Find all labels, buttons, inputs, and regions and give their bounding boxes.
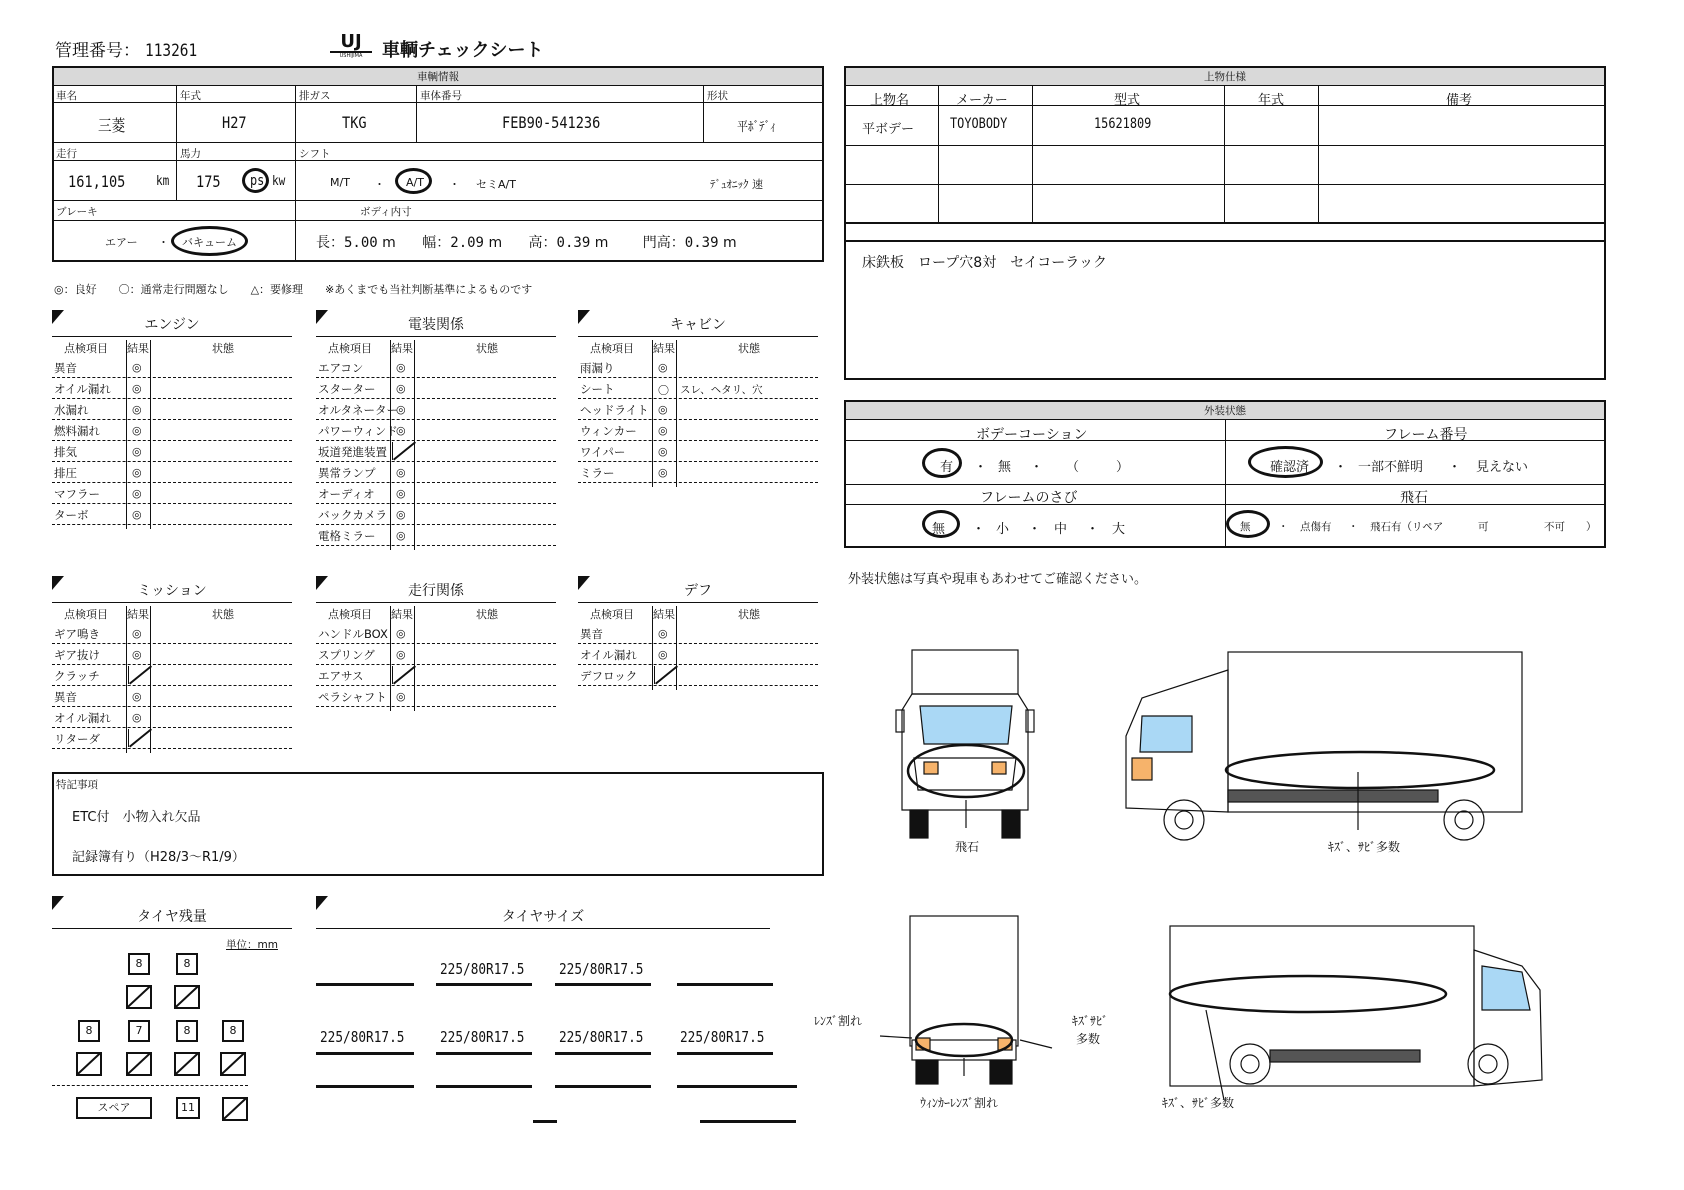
electric-result: ◎ bbox=[396, 508, 406, 521]
tire-remain-title: タイヤ残量 bbox=[137, 909, 207, 925]
diff-item: デフロック bbox=[580, 669, 638, 683]
tire-front-left: 8 bbox=[128, 953, 150, 975]
engine-item: ターボ bbox=[54, 508, 89, 522]
mission-result-na bbox=[128, 729, 150, 747]
cabin-title: キャビン bbox=[670, 317, 726, 333]
mission-item: ギア鳴き bbox=[54, 627, 100, 641]
label-stone-chip: 飛石 bbox=[1400, 490, 1428, 506]
tire-rear-1: 8 bbox=[78, 1020, 100, 1042]
diff-title: デフ bbox=[684, 583, 712, 599]
label-rear-damage-1: ｷｽﾞｻﾋﾞ bbox=[1072, 1014, 1109, 1028]
mission-item: クラッチ bbox=[54, 669, 100, 683]
electric-item: パワーウィンド bbox=[318, 424, 398, 438]
electric-item: 異常ランプ bbox=[318, 466, 376, 480]
driving-title: 走行関係 bbox=[408, 583, 464, 599]
electric-item: スターター bbox=[318, 382, 376, 396]
notes-line-1: ETC付 小物入れ欠品 bbox=[72, 810, 201, 825]
upper-note: 床鉄板 ロープ穴8対 セイコーラック bbox=[862, 255, 1107, 271]
mission-result: ◎ bbox=[132, 627, 142, 640]
engine-result: ◎ bbox=[132, 424, 142, 437]
upper-maker: TOYOBODY bbox=[950, 116, 1008, 132]
cabin-result: ◎ bbox=[658, 445, 668, 458]
upper-col-year: 年式 bbox=[1258, 93, 1285, 108]
cabin-result: ◎ bbox=[658, 361, 668, 374]
mission-result: ◎ bbox=[132, 648, 142, 661]
coat-no: 無 bbox=[998, 460, 1012, 475]
electric-item: バックカメラ bbox=[318, 508, 387, 522]
engine-item: 水漏れ bbox=[54, 403, 89, 417]
label-brake: ブレーキ bbox=[56, 206, 98, 218]
label-body-dim: ボディ内寸 bbox=[360, 206, 412, 218]
truck-rear-view bbox=[880, 916, 1052, 1084]
value-hp: 175 bbox=[196, 172, 221, 191]
electric-item: エアコン bbox=[318, 361, 364, 375]
shift-mt: M/T bbox=[330, 176, 350, 189]
truck-side-view bbox=[1126, 652, 1522, 840]
upper-col-notes: 備考 bbox=[1446, 93, 1473, 108]
electric-result: ◎ bbox=[396, 487, 406, 500]
frame-confirmed: 確認済 bbox=[1270, 460, 1310, 475]
mission-item: ギア抜け bbox=[54, 648, 100, 662]
engine-result: ◎ bbox=[132, 445, 142, 458]
electric-title: 電装関係 bbox=[408, 317, 464, 333]
engine-item: 異音 bbox=[54, 361, 77, 375]
unit-km: km bbox=[156, 174, 170, 189]
chip-none: 無 bbox=[1240, 521, 1251, 533]
rust-medium: 中 bbox=[1054, 522, 1068, 537]
label-rear-winker: ｳｨﾝｶｰﾚﾝｽﾞ割れ bbox=[920, 1096, 999, 1110]
tire-rear-4: 8 bbox=[222, 1020, 244, 1042]
tire-size-front-1: 225/80R17.5 bbox=[440, 960, 525, 978]
label-side1-damage: ｷｽﾞ、ｻﾋﾞ多数 bbox=[1328, 840, 1401, 854]
tire-size-rear-3: 225/80R17.5 bbox=[559, 1028, 644, 1046]
label-shape: 形状 bbox=[707, 90, 728, 102]
label-gas: 排ガス bbox=[299, 90, 331, 102]
shift-at: A/T bbox=[406, 176, 424, 189]
cabin-result: ◎ bbox=[658, 403, 668, 416]
label-mileage: 走行 bbox=[56, 148, 77, 160]
electric-result: ◎ bbox=[396, 424, 406, 437]
value-year: H27 bbox=[222, 113, 247, 132]
cabin-result: ◎ bbox=[658, 466, 668, 479]
chip-repair: 飛石有（リペア bbox=[1370, 521, 1444, 533]
engine-item: 燃料漏れ bbox=[54, 424, 100, 438]
label-chassis: 車体番号 bbox=[420, 90, 462, 102]
truck-side-view-right bbox=[1170, 926, 1542, 1100]
value-maker: 三菱 bbox=[98, 116, 126, 135]
spare-label: スペア bbox=[76, 1097, 152, 1119]
engine-result: ◎ bbox=[132, 487, 142, 500]
label-maker: 車名 bbox=[56, 90, 77, 102]
exterior-header: 外装状態 bbox=[846, 402, 1604, 420]
engine-item: オイル漏れ bbox=[54, 382, 111, 396]
driving-result: ◎ bbox=[396, 690, 406, 703]
engine-result: ◎ bbox=[132, 508, 142, 521]
tire-front-right: 8 bbox=[176, 953, 198, 975]
driving-item: ペラシャフト bbox=[318, 690, 387, 704]
label-hp: 馬力 bbox=[180, 148, 201, 160]
tire-size-rear-4: 225/80R17.5 bbox=[680, 1028, 765, 1046]
mission-item: オイル漏れ bbox=[54, 711, 111, 725]
brake-air: エアー bbox=[105, 236, 138, 249]
cabin-result: 〇 bbox=[658, 384, 669, 397]
mission-item: リターダ bbox=[54, 732, 100, 746]
tire-unit: 単位：mm bbox=[226, 939, 278, 951]
exterior-note: 外装状態は写真や現車もあわせてご確認ください。 bbox=[848, 572, 1148, 587]
tire-size-front-2: 225/80R17.5 bbox=[559, 960, 644, 978]
notes-title: 特記事項 bbox=[56, 779, 98, 791]
upper-col-name: 上物名 bbox=[870, 93, 910, 108]
tire-rear-3: 8 bbox=[176, 1020, 198, 1042]
notes-line-2: 記録簿有り（H28/3～R1/9） bbox=[72, 850, 245, 865]
chip-impossible: 不可 bbox=[1544, 521, 1565, 533]
body-dimensions: 長：5.00 m 幅：2.09 m 高：0.39 m 門高：0.39 m bbox=[316, 235, 737, 251]
legend: ◎：良好 〇：通常走行問題なし △：要修理 ※あくまでも当社判断基準によるものです bbox=[54, 283, 533, 296]
label-shift: シフト bbox=[299, 148, 331, 160]
engine-item: 排気 bbox=[54, 445, 77, 459]
cabin-result: ◎ bbox=[658, 424, 668, 437]
upper-name: 平ボデー bbox=[862, 122, 915, 137]
engine-result: ◎ bbox=[132, 466, 142, 479]
upper-col-maker: メーカー bbox=[956, 93, 1008, 108]
electric-result: ◎ bbox=[396, 466, 406, 479]
unit-ps: ps bbox=[250, 173, 265, 189]
electric-result: ◎ bbox=[396, 403, 406, 416]
label-front-chip: 飛石 bbox=[955, 840, 980, 854]
engine-item: 排圧 bbox=[54, 466, 77, 480]
driving-item: スプリング bbox=[318, 648, 375, 662]
label-body-caution: ボデーコーション bbox=[976, 427, 1088, 443]
diff-result: ◎ bbox=[658, 627, 668, 640]
driving-result: ◎ bbox=[396, 627, 406, 640]
engine-result: ◎ bbox=[132, 361, 142, 374]
frame-partial: 一部不鮮明 bbox=[1358, 460, 1424, 475]
brake-vacuum: バキューム bbox=[182, 236, 237, 249]
label-side2-damage: ｷｽﾞ、ｻﾋﾞ多数 bbox=[1162, 1096, 1235, 1110]
mission-result: ◎ bbox=[132, 690, 142, 703]
value-chassis: FEB90-541236 bbox=[502, 113, 601, 132]
diff-item: オイル漏れ bbox=[580, 648, 637, 662]
tire-rear-2: 7 bbox=[128, 1020, 150, 1042]
rust-small: 小 bbox=[996, 522, 1010, 537]
rust-large: 大 bbox=[1112, 522, 1126, 537]
cabin-item: ワイパー bbox=[580, 445, 626, 459]
electric-result: ◎ bbox=[396, 361, 406, 374]
label-rear-lens: ﾚﾝｽﾞ割れ bbox=[814, 1014, 863, 1028]
upper-model: 15621809 bbox=[1094, 116, 1152, 132]
electric-result: ◎ bbox=[396, 382, 406, 395]
label-rear-damage-2: 多数 bbox=[1076, 1032, 1101, 1046]
rust-none: 無 bbox=[932, 522, 946, 537]
cabin-item: 雨漏り bbox=[580, 361, 615, 375]
management-label: 管理番号： 113261 bbox=[55, 41, 198, 61]
driving-result: ◎ bbox=[396, 648, 406, 661]
tire-spare: 11 bbox=[176, 1097, 200, 1119]
electric-item: オーディオ bbox=[318, 487, 375, 501]
truck-front-view bbox=[896, 650, 1034, 838]
engine-item: マフラー bbox=[54, 487, 100, 501]
cabin-state: スレ、ヘタリ、穴 bbox=[680, 384, 763, 396]
shift-semi: セミA/T bbox=[476, 178, 516, 191]
shift-duonic: ﾃﾞｭｵﾆｯｸ 速 bbox=[710, 178, 763, 191]
cabin-item: ミラー bbox=[580, 466, 615, 480]
vehicle-info-header: 車輌情報 bbox=[54, 68, 822, 86]
company-logo: UJ USHIJIMA bbox=[330, 33, 372, 61]
unit-kw: kw bbox=[272, 174, 286, 189]
electric-item: 電格ミラー bbox=[318, 529, 376, 543]
upper-col-model: 型式 bbox=[1114, 93, 1141, 108]
electric-result: ◎ bbox=[396, 529, 406, 542]
electric-result-na bbox=[392, 442, 414, 460]
engine-result: ◎ bbox=[132, 403, 142, 416]
engine-title: エンジン bbox=[144, 317, 200, 333]
tire-size-title: タイヤサイズ bbox=[501, 909, 585, 925]
label-frame-rust: フレームのさび bbox=[980, 490, 1078, 506]
label-year: 年式 bbox=[180, 90, 201, 102]
electric-item: オルタネーター bbox=[318, 403, 399, 417]
coat-yes: 有 bbox=[940, 460, 954, 475]
label-frame-no: フレーム番号 bbox=[1384, 427, 1468, 443]
value-gas: TKG bbox=[342, 113, 367, 132]
value-shape: 平ﾎﾞﾃﾞｨ bbox=[737, 120, 776, 135]
cabin-item: ヘッドライト bbox=[580, 403, 649, 417]
driving-result-na bbox=[392, 666, 414, 684]
mission-result-na bbox=[128, 666, 150, 684]
mission-result: ◎ bbox=[132, 711, 142, 724]
mission-title: ミッション bbox=[137, 583, 207, 599]
chip-possible: 可 bbox=[1478, 521, 1489, 533]
tire-size-rear-1: 225/80R17.5 bbox=[320, 1028, 405, 1046]
electric-item: 坂道発進装置 bbox=[318, 445, 387, 459]
mission-item: 異音 bbox=[54, 690, 77, 704]
tire-size-rear-2: 225/80R17.5 bbox=[440, 1028, 525, 1046]
upper-spec-header: 上物仕様 bbox=[846, 68, 1604, 86]
diff-result-na bbox=[654, 666, 676, 684]
cabin-item: シート bbox=[580, 382, 615, 396]
truck-diagram bbox=[840, 640, 1610, 1110]
page-title: 車輌チェックシート bbox=[382, 40, 544, 61]
diff-item: 異音 bbox=[580, 627, 603, 641]
cabin-item: ウィンカー bbox=[580, 424, 637, 438]
engine-result: ◎ bbox=[132, 382, 142, 395]
chip-scratch: 点傷有 bbox=[1300, 521, 1332, 533]
value-mileage: 161,105 bbox=[68, 172, 126, 191]
driving-item: ハンドルBOX bbox=[318, 627, 388, 641]
driving-item: エアサス bbox=[318, 669, 364, 683]
frame-none: 見えない bbox=[1476, 460, 1529, 475]
diff-result: ◎ bbox=[658, 648, 668, 661]
